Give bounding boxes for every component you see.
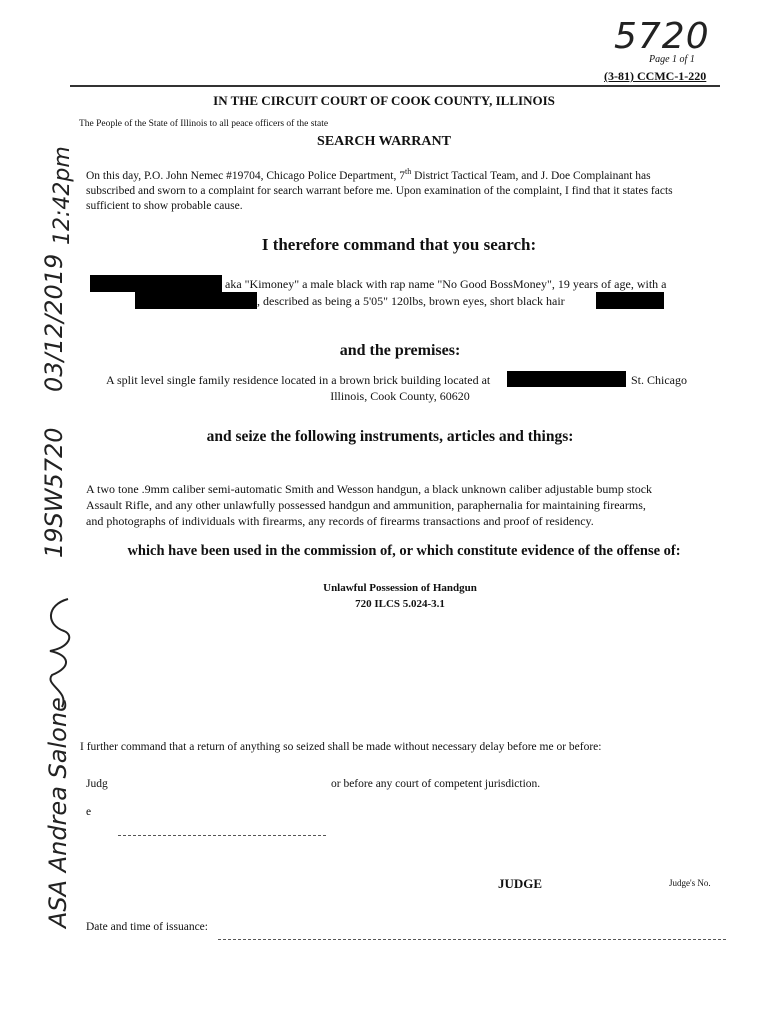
premises-line-1b: St. Chicago — [631, 373, 687, 387]
handwritten-case-number: 5720 — [614, 16, 710, 57]
premises-line-1a: A split level single family residence located in a brown brick building located at — [106, 373, 491, 387]
items-paragraph — [86, 481, 726, 529]
issuance-label: Date and time of issuance: — [86, 921, 208, 933]
court-header: IN THE CIRCUIT COURT OF COOK COUNTY, ILLINOIS — [213, 93, 555, 108]
offense-statute: 720 ILCS 5.024-3.1 — [355, 598, 445, 610]
intro-line-1a: On this day, P.O. John Nemec #19704, Chicago Police Department, 7 — [86, 169, 405, 182]
redaction-subject-name — [90, 275, 222, 292]
handwritten-warrant-number: 19SW5720 — [40, 427, 68, 558]
judge-no-label: Judge's No. — [669, 878, 711, 888]
judge-signature-label: JUDGE — [498, 876, 543, 891]
intro-line-1 — [86, 164, 726, 184]
items-line-1: A two tone .9mm caliber semi-automatic Smith and Wesson handgun, a black unknown caliber adjustable bump stock — [86, 482, 653, 496]
judge-line-label-2: e — [86, 806, 92, 818]
issuance-line — [218, 939, 726, 940]
subject-line-2: , described as being a 5'05" 120lbs, brown eyes, short black hair — [257, 294, 565, 308]
judge-line-label: Judg — [86, 778, 108, 790]
premises-line-2: Illinois, Cook County, 60620 — [330, 389, 470, 403]
addressed-to: The People of the State of Illinois to all peace officers of the state — [79, 119, 329, 129]
jurisdiction-text: or before any court of competent jurisdiction. — [331, 778, 541, 790]
intro-line-1b: District Tactical Team, and J. Doe Complainant has — [411, 169, 651, 182]
offense-heading: which have been used in the commission of, or which constitute evidence of the offense of: — [127, 543, 681, 559]
signature-line-left — [118, 835, 326, 836]
handwritten-time: 12:42pm — [50, 146, 75, 245]
seize-heading: and seize the following instruments, articles and things: — [206, 428, 574, 445]
offense-name: Unlawful Possession of Handgun — [323, 582, 477, 594]
command-search-heading: I therefore command that you search: — [261, 235, 537, 254]
items-line-2: Assault Rifle, and any other unlawfully possessed handgun and ammunition, paraphernalia for maintaining firearms, — [86, 498, 646, 512]
asa-signature — [40, 595, 76, 715]
intro-line-3: sufficient to show probable cause. — [86, 199, 243, 212]
return-clause: I further command that a return of anything so seized shall be made without necessary delay before me or before: — [80, 741, 602, 753]
premises-heading: and the premises: — [339, 342, 461, 359]
handwritten-date: 03/12/2019 — [40, 253, 68, 392]
intro-paragraph — [86, 164, 726, 214]
redaction-subject-hair — [596, 292, 664, 309]
header-rule — [70, 85, 720, 87]
handwritten-asa-name: ASA Andrea Salone — [44, 697, 72, 928]
intro-sup: th — [404, 167, 412, 176]
page-label: Page 1 of 1 — [649, 54, 695, 65]
items-line-3: and photographs of individuals with firearms, any records of firearms transactions and proof of residency. — [86, 514, 594, 528]
redaction-address — [507, 371, 626, 387]
warrant-title: SEARCH WARRANT — [317, 134, 451, 149]
subject-line-1: aka "Kimoney" a male black with rap name "No Good BossMoney", 19 years of age, with a — [225, 277, 667, 291]
intro-line-2: subscribed and sworn to a complaint for search warrant before me. Upon examination of the complaint, I find that it states facts — [86, 184, 673, 197]
redaction-subject-detail — [135, 292, 257, 309]
form-code: (3-81) CCMC-1-220 — [604, 69, 707, 83]
